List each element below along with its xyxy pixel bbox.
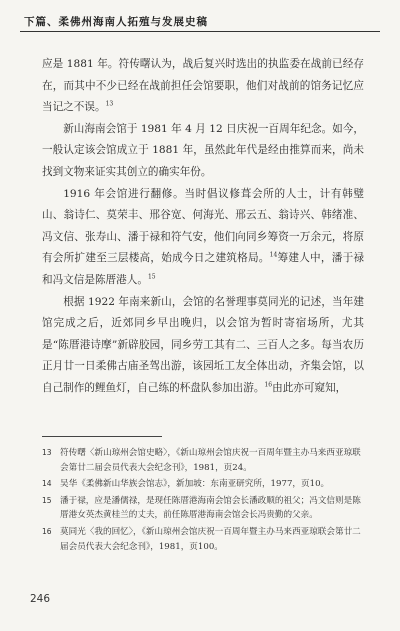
footnote-ref-13[interactable]: 13 bbox=[105, 100, 114, 108]
paragraph-3-text-a: 1916 年会馆进行翻修。当时倡议修葺会所的人士，计有韩璧山、翁诗仁、莫荣丰、邢谷宽、何海光、邢云五、翁诗兴、韩绪准、冯文信、张寿山、潘于禄和符气安，他们向同乡筹资一万余元，将原有会所扩建至三层楼高，始成今日之建筑格局。 bbox=[42, 187, 364, 265]
footnotes bbox=[42, 446, 364, 556]
paragraph-2 bbox=[42, 119, 364, 184]
footnote-number: 15 bbox=[42, 495, 52, 505]
header-rule bbox=[20, 31, 380, 32]
paragraph-1-text: 应是 1881 年。符传曙认为，战后复兴时选出的执监委在战前已经存在，而其中不少已经在战前担任会馆要职，他们对战前的馆务记忆应当记之不误。 bbox=[42, 58, 364, 114]
footnote-16 bbox=[42, 525, 364, 554]
paragraph-3 bbox=[42, 184, 364, 292]
footnote-14 bbox=[42, 477, 364, 492]
paragraph-4-text-b: 由此亦可窥知， bbox=[272, 381, 347, 394]
paragraph-4 bbox=[42, 292, 364, 400]
paragraph-3-text-b: 筹建人中，潘于禄和冯文信是陈厝港人。 bbox=[42, 252, 365, 286]
running-head: 下篇、柔佛州海南人拓殖与发展史稿 bbox=[24, 16, 208, 28]
paragraph-1 bbox=[42, 54, 364, 119]
footnote-15 bbox=[42, 494, 364, 523]
footnote-rule bbox=[42, 436, 162, 437]
footnote-number: 13 bbox=[42, 448, 52, 457]
paragraph-2-text: 新山海南会馆于 1981 年 4 月 12 日庆祝一百周年纪念。如今，一般认定该会馆成立于 1881 年，虽然此年代是经由推算而来，尚未找到文物来证实其创立的确实年份。 bbox=[42, 122, 364, 178]
footnote-number: 14 bbox=[42, 479, 52, 489]
footnote-13 bbox=[42, 446, 364, 475]
body-text bbox=[42, 54, 364, 400]
footnote-text: 吴华《柔佛新山华族会馆志》，新加坡：东南亚研究所，1977，页10。 bbox=[60, 479, 330, 490]
footnote-text: 符传曙〈新山琼州会馆史略〉，《新山琼州会馆庆祝一百周年暨主办马来西亚琼联会第廿二届会员代表大会纪念刊》，1981，页24。 bbox=[60, 448, 361, 473]
footnote-ref-16[interactable]: 16 bbox=[264, 381, 273, 389]
footnote-text: 潘于禄，应是潘儒禄，是现任陈厝港海南会馆会长潘政顺的祖父；冯文信则是陈厝港女英杰黄桂兰的丈夫，前任陈厝港海南会馆会长冯贵勤的父亲。 bbox=[60, 495, 361, 521]
footnote-ref-15[interactable]: 15 bbox=[147, 273, 156, 281]
footnote-number: 16 bbox=[42, 526, 52, 536]
paragraph-4-text-a: 根据 1922 年南来新山，会馆的名誉理事莫同光的记述，当年建馆完成之后，近郊同乡早出晚归，以会馆为暂时寄宿场所，尤其是“陈厝港诗摩”新辟胶园，同乡劳工其有二、三百人之多。每当农历正月廿一日柔佛古庙圣驾出游，该园坵工友全体出动，齐集会馆，以自己制作的鲤鱼灯，自己练的杯盘队参加出游。 bbox=[42, 295, 364, 394]
footnote-ref-14[interactable]: 14 bbox=[269, 251, 278, 259]
page-number: 246 bbox=[30, 593, 51, 605]
footnote-text: 莫同光〈我的回忆〉，《新山琼州会馆庆祝一百周年暨主办马来西亚琼联会第廿二届会员代表大会纪念刊》，1981，页100。 bbox=[60, 526, 361, 552]
